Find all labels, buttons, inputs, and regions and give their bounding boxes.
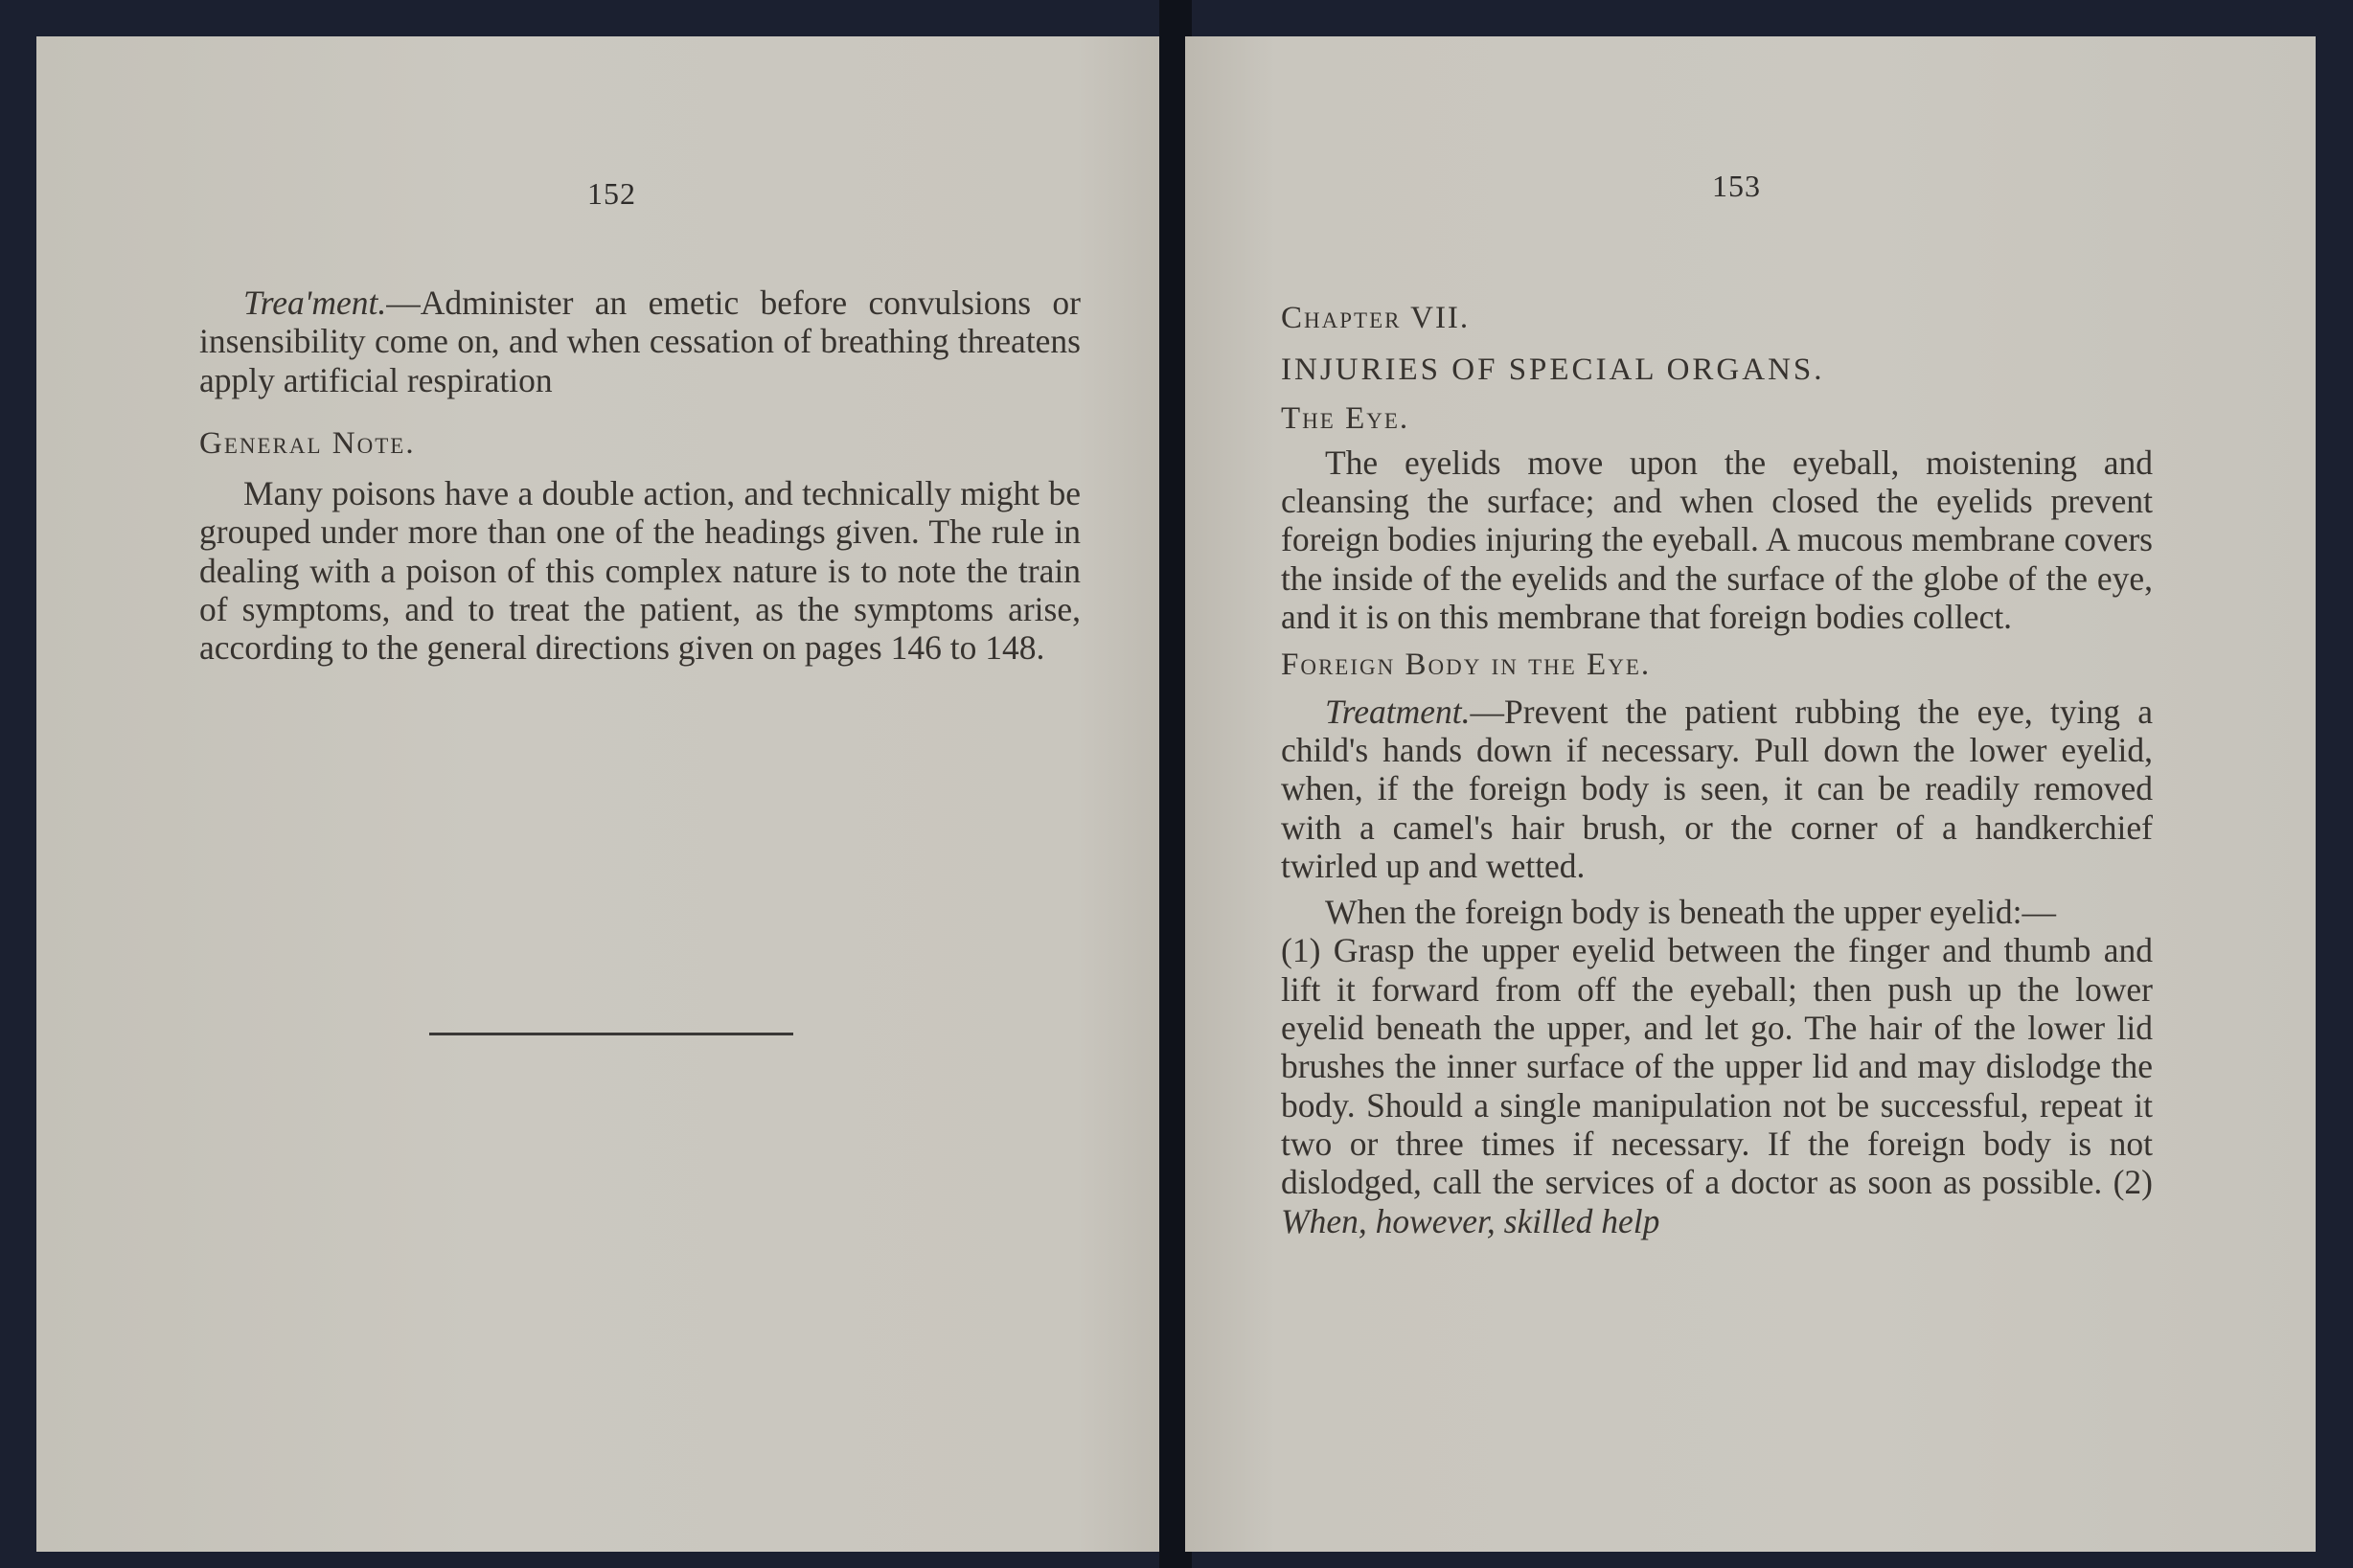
procedure-paragraph — [1281, 931, 2153, 1239]
treatment-paragraph — [199, 284, 1081, 399]
upper-eyelid-paragraph: When the foreign body is beneath the upper eyelid:— — [1325, 893, 2057, 932]
treatment-label: Treatment. — [1325, 692, 1471, 731]
procedure-text: (1) Grasp the upper eyelid between the finger and thumb and lift it forward from off the eyeball; then push up the lower eyelid beneath the upper, and let go. The hair of the lower lid brushes the inner surface of the upper lid and may dislodge the body. Should a single manipulation not be successful, repeat it two or three times if necessary. If the foreign body is not dislodged, call the services of a doctor as soon as possible. (2) — [1281, 931, 2153, 1202]
treatment-paragraph — [1281, 693, 2153, 885]
left-page — [36, 36, 1167, 1552]
chapter-title: INJURIES OF SPECIAL ORGANS. — [1281, 352, 1825, 388]
right-body — [1281, 299, 2153, 1240]
right-page — [1185, 36, 2316, 1552]
subsection-heading: Foreign Body in the Eye. — [1281, 648, 1652, 683]
treatment-label: Trea'ment. — [243, 284, 387, 322]
page-number: 152 — [587, 176, 636, 211]
page-number: 153 — [1712, 169, 1761, 203]
procedure-italic: When, however, skilled help — [1281, 1201, 1660, 1240]
section-heading: The Eye. — [1281, 400, 1410, 436]
eye-paragraph: The eyelids move upon the eyeball, moistening and cleansing the surface; and when closed the eyelids prevent foreign bodies injuring the eyeball. A mucous membrane covers the inside of the eyelids and the surface of the globe of the eye, and it is on this membrane that foreign bodies collect. — [1281, 443, 2153, 637]
left-body — [199, 284, 1081, 668]
treatment-text: —Prevent the patient rubbing the eye, tying a child's hands down if necessary. Pull down the lower eyelid, when, if the foreign body is seen, it can be readily removed with a camel's hair brush, or the corner of a handkerchief twirled up and wetted. — [1281, 692, 2153, 885]
section-heading: General Note. — [199, 425, 416, 461]
treatment-text: —Administer an emetic before convulsions or insensibility come on, and when cessation of breathing threatens apply artificial respiration — [199, 284, 1081, 399]
chapter-heading: Chapter VII. — [1281, 301, 1471, 335]
end-rule — [429, 1033, 793, 1035]
body-paragraph: Many poisons have a double action, and technically might be grouped under more than one of the headings given. The rule in dealing with a poison of this complex nature is to note the train of symptoms, and to treat the patient, as the symptoms arise, according to the general directions given on pages 146 to 148. — [199, 474, 1081, 668]
